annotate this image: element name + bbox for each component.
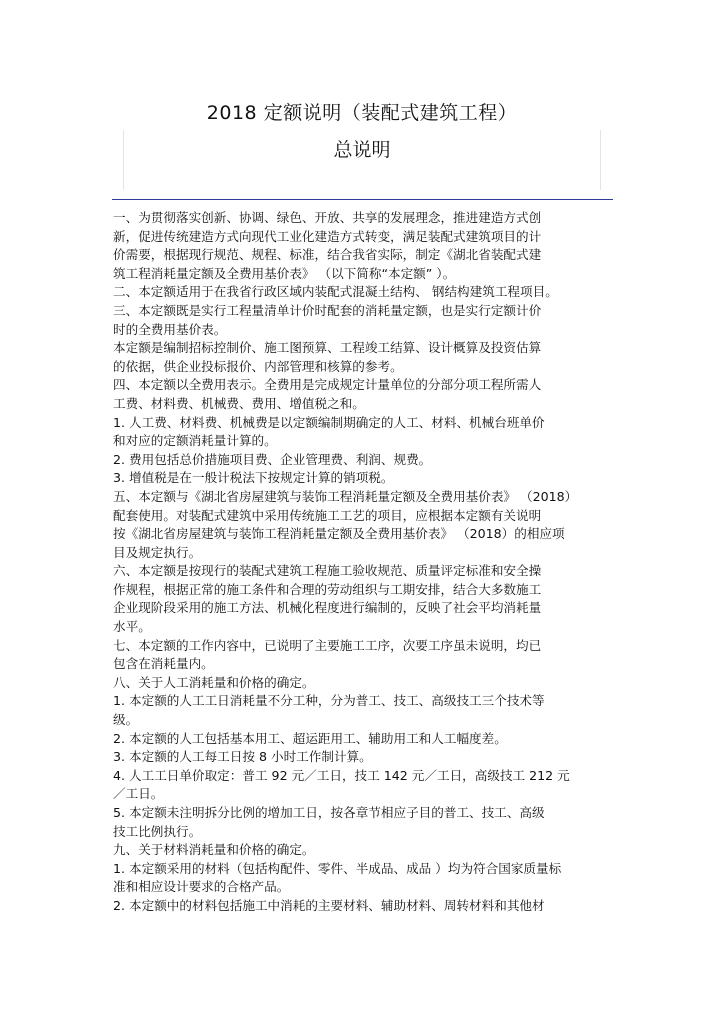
text-line: 新，促进传统建造方式向现代工业化建造方式转变，满足装配式建筑项目的计 [113, 228, 542, 244]
text-line: 五、本定额与《湖北省房屋建筑与装饰工程消耗量定额及全费用基价表》 （2018） [113, 488, 578, 504]
text-line: 1. 本定额的人工工日消耗量不分工种，分为普工、技工、高级技工三个技术等 [113, 693, 545, 709]
text-line: 1. 人工费、材料费、机械费是以定额编制期确定的人工、材料、机械台班单价 [113, 414, 545, 430]
section-subtitle: 总说明 [333, 139, 391, 161]
document-body [113, 209, 613, 916]
text-line: 配套使用。对装配式建筑中采用传统施工工艺的项目，应根据本定额有关说明 [113, 507, 542, 523]
text-line: 5. 本定额未注明拆分比例的增加工日，按各章节相应子目的普工、技工、高级 [113, 805, 545, 820]
text-line: 包含在消耗量内。 [113, 656, 214, 672]
page-title: 2018 定额说明（装配式建筑工程） [206, 102, 518, 124]
text-line: 二、本定额适用于在我省行政区域内装配式混凝土结构、 钢结构建筑工程项目。 [113, 284, 558, 300]
text-line: 作规程，根据正常的施工条件和合理的劳动组织与工期安排，结合大多数施工 [113, 581, 542, 597]
header-divider [112, 199, 613, 200]
text-line: 四、本定额以全费用表示。全费用是完成规定计量单位的分部分项工程所需人 [113, 377, 542, 393]
text-line: 按《湖北省房屋建筑与装饰工程消耗量定额及全费用基价表》 （2018）的相应项 [113, 526, 565, 542]
text-line: 2. 本定额中的材料包括施工中消耗的主要材料、辅助材料、周转材料和其他材 [113, 897, 545, 913]
frame-left-border [123, 130, 124, 190]
text-line: 2. 本定额的人工包括基本用工、超运距用工、辅助用工和人工幅度差。 [113, 730, 507, 746]
text-line: 目及规定执行。 [113, 544, 202, 560]
text-line: 三、本定额既是实行工程量清单计价时配套的消耗量定额，也是实行定额计价 [113, 302, 542, 318]
text-line: 的依据，供企业投标报价、内部管理和核算的参考。 [113, 358, 403, 374]
text-line: 时的全费用基价表。 [113, 321, 227, 337]
text-line: 企业现阶段采用的施工方法、机械化程度进行编制的，反映了社会平均消耗量 [113, 600, 542, 616]
text-line: 2. 费用包括总价措施项目费、企业管理费、利润、规费。 [113, 451, 432, 467]
text-line: 和对应的定额消耗量计算的。 [113, 433, 277, 449]
text-line: 准和相应设计要求的合格产品。 [113, 879, 290, 895]
text-line: 技工比例执行。 [113, 823, 202, 839]
text-line: 水平。 [113, 619, 151, 635]
frame-right-border [600, 130, 601, 190]
text-line: 级。 [113, 712, 139, 728]
text-line: 1. 本定额采用的材料（包括构配件、零件、半成品、成品 ）均为符合国家质量标 [113, 860, 562, 876]
text-line: 本定额是编制招标控制价、施工图预算、工程竣工结算、设计概算及投资估算 [113, 340, 542, 356]
text-line: 八、关于人工消耗量和价格的确定。 [113, 674, 315, 690]
text-line: 价需要，根据现行规范、规程、标准，结合我省实际，制定《湖北省装配式建 [113, 247, 542, 263]
text-line: 筑工程消耗量定额及全费用基价表》 （以下简称“本定额” ）。 [113, 265, 456, 281]
text-line: 一、为贯彻落实创新、协调、绿色、开放、共享的发展理念，推进建造方式创 [113, 210, 542, 225]
text-line: 七、本定额的工作内容中，已说明了主要施工工序，次要工序虽未说明，均已 [113, 637, 542, 653]
text-line: 六、本定额是按现行的装配式建筑工程施工验收规范、质量评定标准和安全操 [113, 563, 542, 579]
text-line: 九、关于材料消耗量和价格的确定。 [113, 842, 315, 858]
text-line: 3. 增值税是在一般计税法下按规定计算的销项税。 [113, 470, 394, 486]
text-line: ／工日。 [113, 786, 164, 802]
text-line: 工费、材料费、机械费、费用、增值税之和。 [113, 395, 365, 411]
text-line: 3. 本定额的人工每工日按 8 小时工作制计算。 [113, 749, 372, 765]
text-line: 4. 人工工日单价取定：普工 92 元／工日，技工 142 元／工日，高级技工 212 元 [113, 767, 570, 783]
